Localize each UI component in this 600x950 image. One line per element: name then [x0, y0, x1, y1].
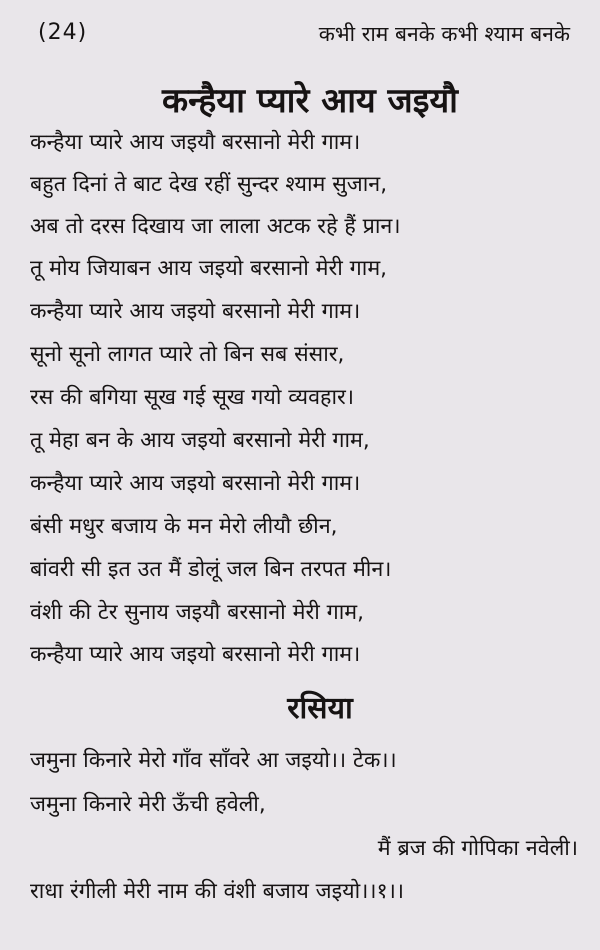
poem-line: तू मोय जियाबन आय जइयो बरसानो मेरी गाम, — [30, 256, 388, 281]
poem-line: बांवरी सी इत उत मैं डोलूं जल बिन तरपत मीन। — [30, 557, 392, 582]
song-line: जमुना किनारे मेरो गाँव साँवरे आ जइयो।। टेक।। — [30, 748, 397, 773]
poem-line: तू मेहा बन के आय जइयो बरसानो मेरी गाम, — [30, 428, 370, 453]
poem-line: कन्हैया प्यारे आय जइयौ बरसानो मेरी गाम। — [30, 130, 361, 155]
page-header — [30, 20, 570, 54]
poem-line: रस की बगिया सूख गई सूख गयो व्यवहार। — [30, 385, 354, 410]
page-number: (24) — [38, 20, 88, 45]
poem-line: वंशी की टेर सुनाय जइयौ बरसानो मेरी गाम, — [30, 600, 365, 625]
song-line: मैं ब्रज की गोपिका नवेली। — [377, 836, 578, 861]
poem-line: कन्हैया प्यारे आय जइयो बरसानो मेरी गाम। — [30, 299, 361, 324]
poem-line: कन्हैया प्यारे आय जइयो बरसानो मेरी गाम। — [30, 642, 361, 667]
song-line: जमुना किनारे मेरी ऊँची हवेली, — [30, 792, 266, 817]
running-title: कभी राम बनके कभी श्याम बनके — [318, 22, 570, 46]
poem-line: बंसी मधुर बजाय के मन मेरो लीयौ छीन, — [30, 514, 338, 539]
song-line: राधा रंगीली मेरी नाम की वंशी बजाय जइयो।।१।। — [30, 879, 404, 904]
song-title: रसिया — [287, 691, 353, 726]
poem-line: कन्हैया प्यारे आय जइयो बरसानो मेरी गाम। — [30, 471, 361, 496]
poem-title: कन्हैया प्यारे आय जइयौ — [162, 81, 458, 121]
poem-line: अब तो दरस दिखाय जा लाला अटक रहे हैं प्रान। — [30, 214, 401, 239]
poem-line: बहुत दिनां ते बाट देख रहीं सुन्दर श्याम सुजान, — [30, 172, 388, 197]
poem-line: सूनो सूनो लागत प्यारे तो बिन सब संसार, — [30, 342, 345, 367]
